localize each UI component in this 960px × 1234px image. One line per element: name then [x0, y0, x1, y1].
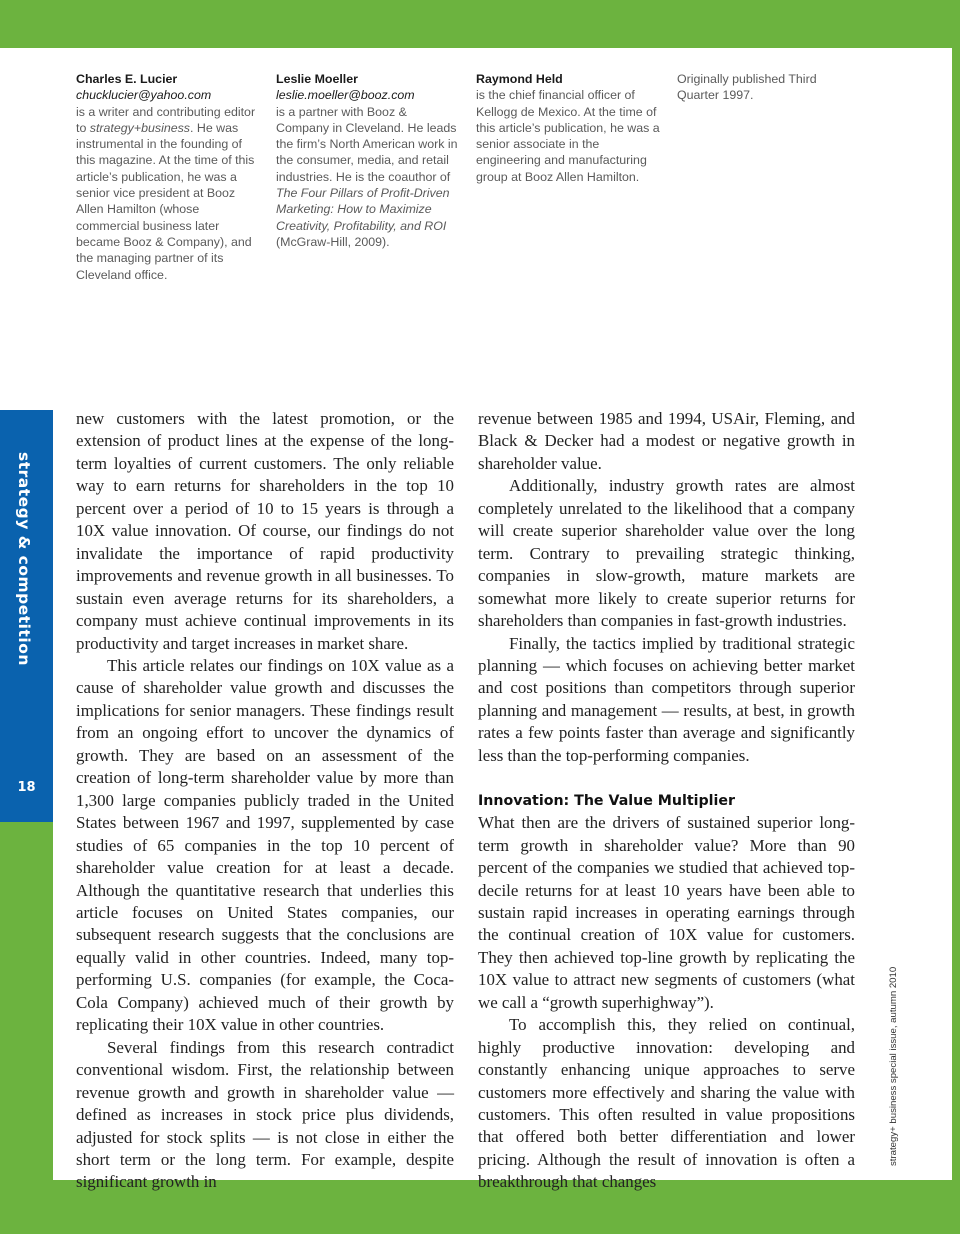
- article-paragraph: Several findings from this research contradict conventional wisdom. First, the relationship between revenue growth and growth in shareholder value — defined as increases in stock price plus dividends, adjusted for stock splits — is not close in either the short term or the long term. For example, despite significant growth in: [76, 1037, 454, 1192]
- author-bio-text: is a writer and contributing editor to strategy+business. He was instrumental in the founding of this magazine. At the time of this article’s publication, he was a senior vice president at Booz Allen Hamilton (whose commercial business later became Booz & Company), and the managing partner of its Cleveland office.: [76, 104, 256, 282]
- author-email[interactable]: chucklucier@yahoo.com: [76, 88, 212, 103]
- author-name: Raymond Held: [476, 72, 563, 86]
- author-bio-held: [476, 71, 661, 185]
- article-paragraph: Finally, the tactics implied by traditional strategic planning — which focuses on achieving better market and cost positions than competitors through superior planning and management — results, at best, in growth rates a few points faster than average and significantly less than the top-performing companies.: [478, 633, 855, 765]
- top-green-band: [0, 0, 960, 48]
- article-paragraph: What then are the drivers of sustained superior long-term growth in shareholder value? More than 90 percent of the companies we studied that achieved top-decile returns for at least 10 years have been able to sustain rapid increases in operating earnings through the continual creation of 10X value for customers. They then achieved top-line growth by replicating the 10X value to attract new segments of customers (what we call a “growth superhighway”).: [478, 813, 855, 1012]
- publication-note-text: Originally published Third Quarter 1997.: [677, 72, 817, 103]
- publication-note: [677, 71, 837, 104]
- author-bio-text: is the chief financial officer of Kellogg de Mexico. At the time of this article’s publication, he was a senior associate in the engineering and manufacturing group at Booz Allen Hamilton.: [476, 88, 660, 184]
- author-name: Charles E. Lucier: [76, 72, 178, 86]
- article-paragraph: To accomplish this, they relied on continual, highly productive innovation: developing and constantly enhancing unique approaches to serve customers more effectively and sharing the value with customers. This often resulted in value propositions that offered both better differentiation and lower pricing. Although the result of innovation is often a breakthrough that changes: [478, 1015, 855, 1192]
- author-name: Leslie Moeller: [276, 72, 358, 86]
- right-green-band: [952, 0, 960, 1234]
- footer-credit: strategy+ business special issue, autumn 2010: [888, 966, 899, 1166]
- left-green-band: [0, 820, 53, 1234]
- section-spacer: [478, 767, 855, 789]
- section-heading: Innovation: The Value Multiplier: [478, 792, 736, 809]
- article-column-left: [76, 408, 454, 1194]
- page-number: 18: [17, 780, 36, 795]
- section-label: strategy & competition: [15, 452, 33, 666]
- article-column-right: [478, 408, 855, 1194]
- author-bio-lucier: [76, 71, 258, 283]
- author-bio-moeller: [276, 71, 461, 250]
- author-bio-text: is a partner with Booz & Company in Cleveland. He leads the firm’s North American work in the consumer, media, and retail industries. He is the coauthor of The Four Pillars of Profit-Driven Marketing: How to Maximize Creativity, Profitability, and ROI (McGraw-Hill, 2009).: [276, 104, 458, 249]
- article-paragraph: Additionally, industry growth rates are almost completely unrelated to the likelihood that a company will create superior shareholder value over the long term. Contrary to prevailing strategic thinking, companies in slow-growth, mature markets are somewhat more likely to create superior returns for shareholders than companies in fast-growth industries.: [478, 476, 855, 631]
- article-paragraph: This article relates our findings on 10X value as a cause of shareholder value growth and discusses the implications for senior managers. These findings result from an ongoing effort to uncover the dynamics of growth. They are based on an assessment of the creation of long-term shareholder value by more than 1,300 large companies publicly traded in the United States between 1967 and 1997, supplemented by case studies of 65 companies in the top 10 percent of shareholder value creation for at least a decade. Although the quantitative research that underlies this article focuses on United States companies, our subsequent research suggests that the conclusions are equally valid in other countries. Indeed, many top-performing U.S. companies (for example, the Coca-Cola Company) achieved much of their growth by replicating their 10X value in other countries.: [76, 655, 454, 1035]
- article-paragraph: revenue between 1985 and 1994, USAir, Fleming, and Black & Decker had a modest or negative growth in shareholder value.: [478, 409, 855, 473]
- article-paragraph: new customers with the latest promotion, or the extension of product lines at the expense of the long-term loyalties of current customers. The only reliable way to earn returns for shareholders in the top 10 percent over a period of 10 to 15 years is through a 10X value innovation. Of course, our findings do not invalidate the importance of rapid productivity improvements and revenue growth in all businesses. To sustain even average returns for its shareholders, a company must achieve continual improvements in its productivity and target increases in market share.: [76, 409, 454, 653]
- author-email[interactable]: leslie.moeller@booz.com: [276, 88, 415, 103]
